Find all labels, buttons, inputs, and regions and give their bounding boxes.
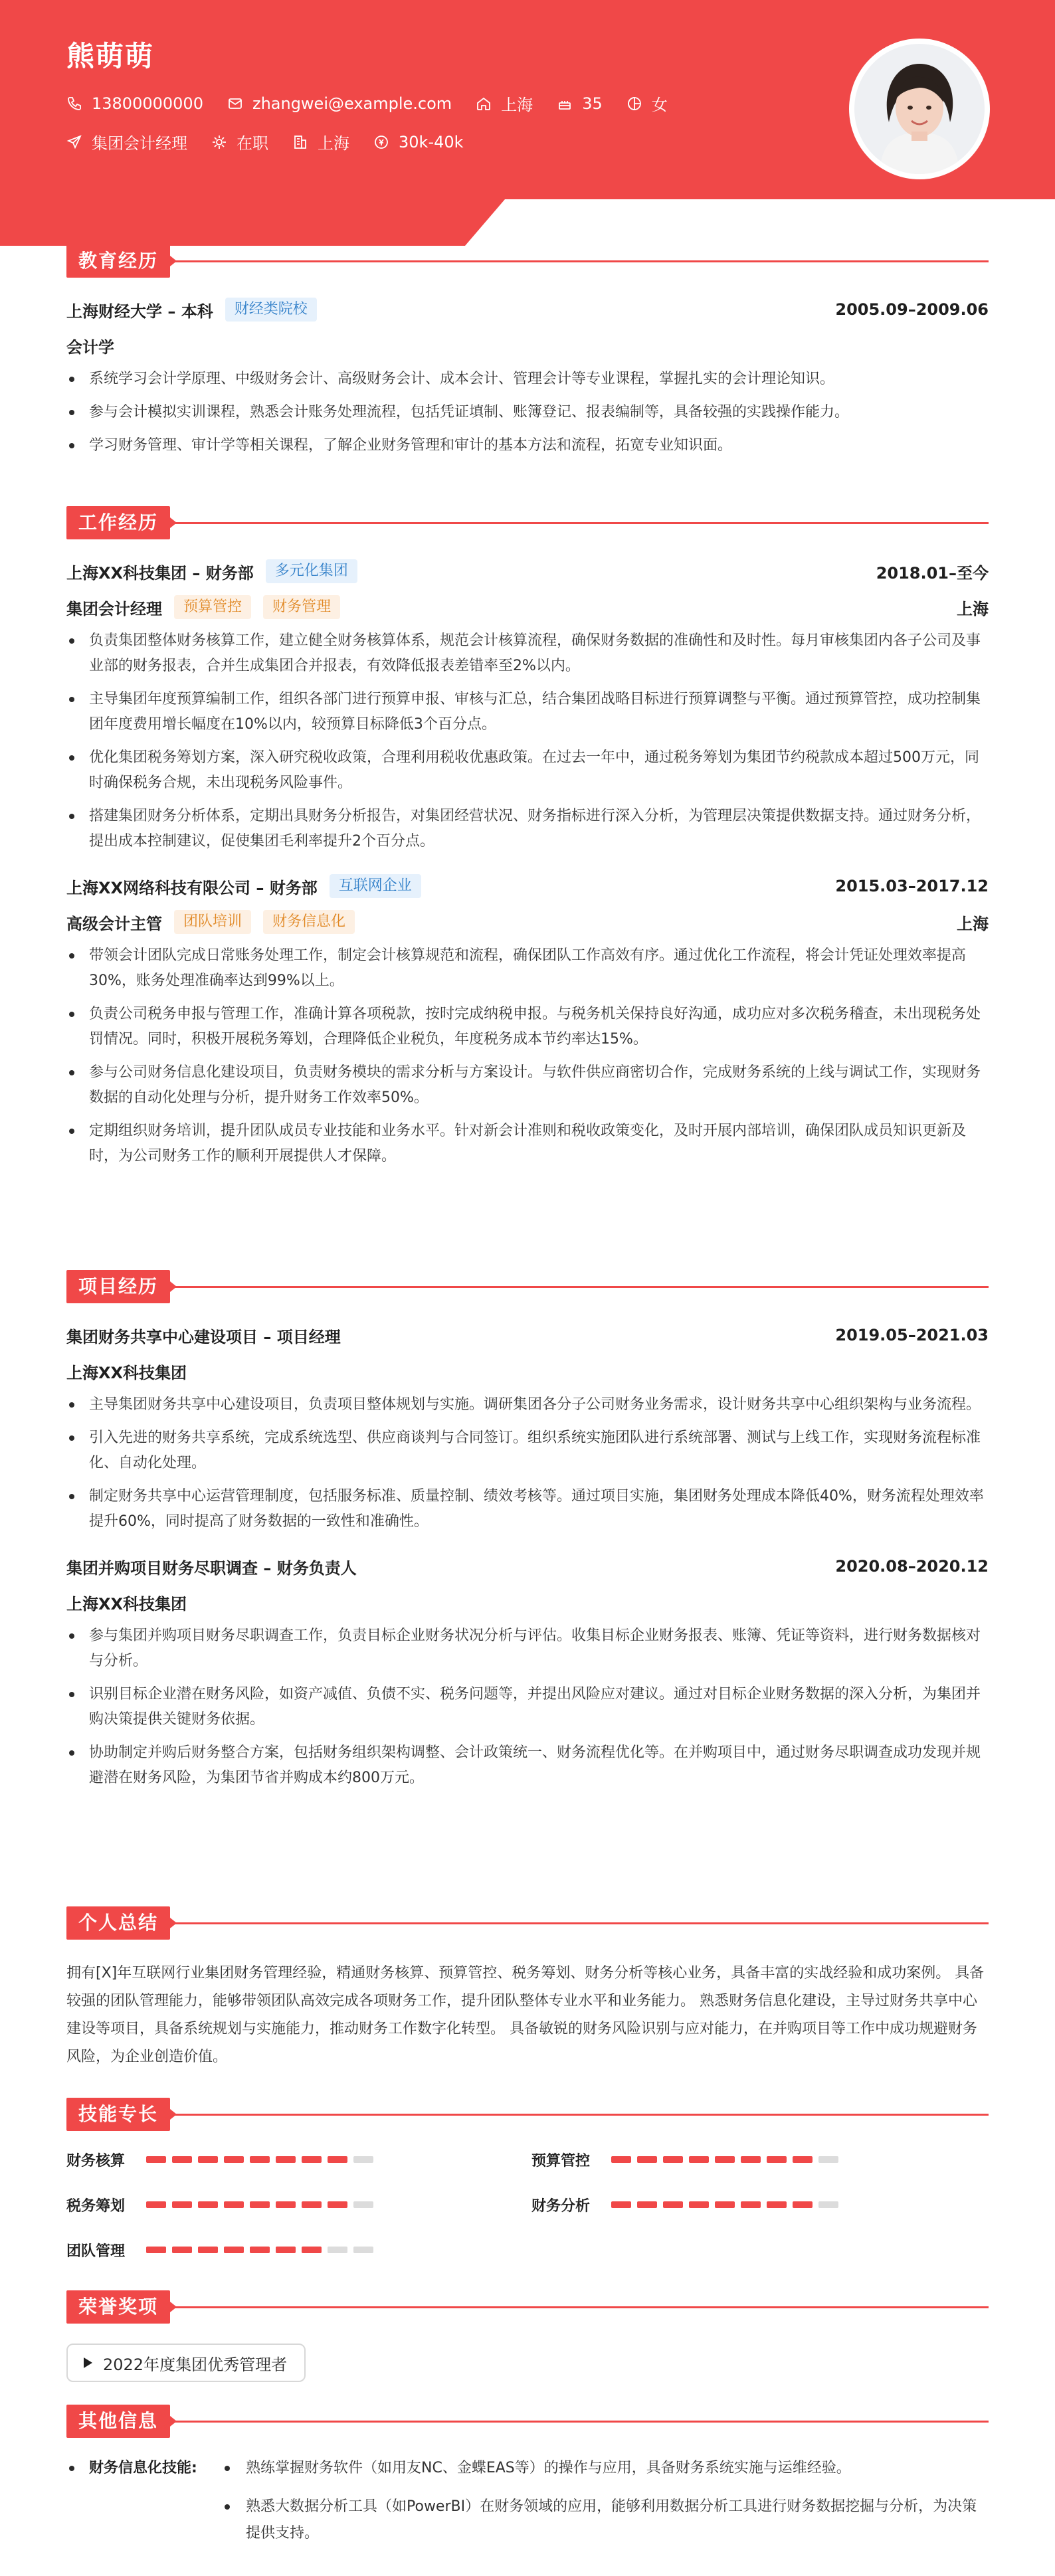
other-label: 财务信息化技能: [66, 2455, 219, 2559]
skill-item [531, 2148, 989, 2171]
other-info [66, 2455, 989, 2559]
candidate-name: 熊萌萌 [66, 40, 155, 72]
phone-icon [66, 96, 82, 112]
building-icon [292, 134, 308, 150]
gender-item [626, 92, 668, 115]
project-heading-row [66, 1554, 989, 1578]
city-text: 上海 [501, 96, 533, 114]
salary-text: 30k-40k [399, 132, 464, 151]
skill-segment-filled [302, 2156, 322, 2163]
list-item: 参与会计模拟实训课程，熟悉会计账务处理流程，包括凭证填制、账簿登记、报表编制等，具备较强的实践操作能力。 [66, 400, 989, 425]
contact-row [66, 92, 692, 115]
major-row [66, 333, 989, 357]
skill-segment-filled [172, 2156, 192, 2163]
salary-icon [373, 134, 389, 150]
company-tag: 互联网企业 [330, 874, 421, 898]
role-tag: 财务管理 [263, 595, 340, 619]
role-name: 高级会计主管 [66, 914, 162, 933]
list-item: 搭建集团财务分析体系，定期出具财务分析报告，对集团经营状况、财务指标进行深入分析，为管理层决策提供数据支持。通过财务分析，提出成本控制建议，促使集团毛利率提升2个百分点。 [66, 804, 989, 854]
project-name: 集团并购项目财务尽职调查 – 财务负责人 [66, 1558, 357, 1578]
skill-segment-filled [198, 2201, 218, 2208]
award-item [66, 2344, 306, 2382]
summary-section [66, 1906, 989, 2071]
section-header [66, 2405, 989, 2438]
award-text: 2022年度集团优秀管理者 [103, 2355, 288, 2374]
skill-segment-filled [715, 2201, 735, 2208]
skill-segment-filled [637, 2156, 657, 2163]
skill-segment-filled [741, 2156, 761, 2163]
status-icon [211, 134, 227, 150]
intention-row [66, 130, 488, 153]
avatar [849, 39, 990, 179]
skill-name: 团队管理 [66, 2243, 126, 2260]
job-heading-row [66, 874, 989, 898]
job-date: 2018.01–至今 [876, 563, 989, 583]
project-org: 上海XX科技集团 [66, 1363, 187, 1382]
project-org-row [66, 1359, 989, 1383]
salary-item [373, 133, 464, 151]
list-item: 系统学习会计学原理、中级财务会计、高级财务会计、成本会计、管理会计等专业课程，掌握扎实的会计理论知识。 [66, 367, 989, 392]
mail-icon [227, 96, 243, 112]
skill-segment-filled [198, 2156, 218, 2163]
play-icon [84, 2357, 92, 2368]
list-item: 参与公司财务信息化建设项目，负责财务模块的需求分析与方案设计。与软件供应商密切合作，完成财务系统的上线与调试工作，实现财务数据的自动化处理与分析，提升财务工作效率50%。 [66, 1060, 989, 1111]
role-tag: 预算管控 [174, 595, 251, 619]
skill-segment-empty [353, 2156, 373, 2163]
project-bullets [66, 1623, 989, 1791]
skill-segment-filled [689, 2201, 709, 2208]
skill-level-bar [611, 2201, 844, 2208]
project-entry [66, 1554, 989, 1791]
education-bullets [66, 367, 989, 458]
job-heading-row [66, 559, 989, 583]
list-item: 熟练掌握财务软件（如用友NC、金蝶EAS等）的操作与应用，具备财务系统实施与运维经验。 [219, 2455, 989, 2482]
skill-segment-filled [146, 2156, 166, 2163]
age-item [557, 94, 603, 113]
job-bullets [66, 628, 989, 854]
job-bullets [66, 943, 989, 1169]
skill-level-bar [146, 2247, 379, 2253]
skill-segment-filled [146, 2201, 166, 2208]
section-header [66, 2290, 989, 2324]
gender-icon [626, 96, 642, 112]
skill-segment-filled [328, 2201, 347, 2208]
education-section [66, 244, 989, 466]
section-divider [166, 1922, 989, 1924]
skill-segment-filled [172, 2247, 192, 2253]
section-divider [166, 1286, 989, 1288]
skill-segment-filled [741, 2201, 761, 2208]
section-divider [166, 260, 989, 262]
skill-segment-filled [611, 2201, 631, 2208]
skill-segment-filled [793, 2156, 813, 2163]
section-title: 教育经历 [66, 244, 170, 278]
major-name: 会计学 [66, 337, 114, 357]
skill-level-bar [611, 2156, 844, 2163]
resume-header [0, 0, 1055, 246]
phone-item [66, 94, 203, 113]
skill-segment-filled [146, 2247, 166, 2253]
project-bullets [66, 1392, 989, 1534]
skill-segment-empty [818, 2201, 838, 2208]
skill-segment-empty [818, 2156, 838, 2163]
email-item [227, 94, 452, 113]
projects-section [66, 1270, 989, 1799]
role-tag: 财务信息化 [263, 910, 355, 934]
skill-segment-filled [276, 2247, 296, 2253]
skill-segment-empty [353, 2247, 373, 2253]
skill-segment-filled [767, 2201, 787, 2208]
list-item: 识别目标企业潜在财务风险，如资产减值、负债不实、税务问题等，并提出风险应对建议。通过对目标企业财务数据的深入分析，为集团并购决策提供关键财务依据。 [66, 1682, 989, 1732]
skill-segment-filled [224, 2156, 244, 2163]
project-org-row [66, 1590, 989, 1614]
section-title: 技能专长 [66, 2098, 170, 2131]
role-row [66, 910, 989, 934]
skill-segment-filled [715, 2156, 735, 2163]
section-header [66, 1906, 989, 1940]
list-item: 主导集团年度预算编制工作，组织各部门进行预算申报、审核与汇总，结合集团战略目标进行预算调整与平衡。通过预算管控，成功控制集团年度费用增长幅度在10%以内，较预算目标降低3个百分点。 [66, 687, 989, 737]
other-section [66, 2405, 989, 2559]
project-name: 集团财务共享中心建设项目 – 项目经理 [66, 1327, 341, 1346]
school-tag: 财经类院校 [225, 298, 317, 322]
skill-name: 财务核算 [66, 2152, 126, 2169]
section-header [66, 1270, 989, 1303]
project-entry [66, 1323, 989, 1534]
list-item: 引入先进的财务共享系统，完成系统选型、供应商谈判与合同签订。组织系统实施团队进行系统部署、测试与上线工作，实现财务流程标准化、自动化处理。 [66, 1426, 989, 1476]
skill-segment-filled [172, 2201, 192, 2208]
section-header [66, 244, 989, 278]
skill-segment-filled [224, 2201, 244, 2208]
skill-segment-filled [637, 2201, 657, 2208]
skills-grid [66, 2148, 989, 2261]
skill-segment-filled [250, 2247, 270, 2253]
email-text: zhangwei@example.com [252, 94, 452, 113]
city-item [476, 92, 533, 115]
list-item: 优化集团税务筹划方案，深入研究税收政策，合理利用税收优惠政策。在过去一年中，通过税务筹划为集团节约税款成本超过500万元，同时确保税务合规，未出现税务风险事件。 [66, 745, 989, 796]
list-item: 负责集团整体财务核算工作，建立健全财务核算体系，规范会计核算流程，确保财务数据的准确性和及时性。每月审核集团内各子公司及事业部的财务报表，合并生成集团合并报表，有效降低报表差错率至2%以内。 [66, 628, 989, 679]
skill-segment-filled [663, 2201, 683, 2208]
job-location: 上海 [957, 599, 989, 618]
skill-item [66, 2148, 531, 2171]
skill-segment-filled [276, 2156, 296, 2163]
skill-item [531, 2193, 989, 2216]
role-tag: 团队培训 [174, 910, 251, 934]
project-date: 2019.05–2021.03 [835, 1326, 989, 1344]
school-name: 上海财经大学 – 本科 [66, 302, 213, 321]
list-item: 协助制定并购后财务整合方案，包括财务组织架构调整、会计政策统一、财务流程优化等。在并购项目中，通过财务尽职调查成功发现并规避潜在财务风险，为集团节省并购成本约800万元。 [66, 1740, 989, 1791]
awards-section [66, 2290, 989, 2382]
skill-segment-filled [250, 2201, 270, 2208]
section-header [66, 506, 989, 539]
skill-name: 财务分析 [531, 2197, 591, 2215]
education-heading-row [66, 298, 989, 322]
skill-segment-filled [611, 2156, 631, 2163]
target-role-text: 集团会计经理 [92, 134, 187, 153]
role-row [66, 595, 989, 619]
target-city-text: 上海 [318, 134, 349, 153]
skill-segment-filled [767, 2156, 787, 2163]
section-title: 项目经历 [66, 1270, 170, 1303]
age-icon [557, 96, 573, 112]
status-text: 在职 [237, 134, 268, 153]
list-item: 主导集团财务共享中心建设项目，负责项目整体规划与实施。调研集团各分子公司财务业务需求，设计财务共享中心组织架构与业务流程。 [66, 1392, 989, 1418]
job-location: 上海 [957, 914, 989, 933]
section-title: 荣誉奖项 [66, 2290, 170, 2324]
list-item: 负责公司税务申报与管理工作，准确计算各项税款，按时完成纳税申报。与税务机关保持良好沟通，成功应对多次税务稽查，未出现税务处罚情况。同时，积极开展税务筹划，合理降低企业税负，年度税务成本节约率达15%。 [66, 1002, 989, 1052]
skill-segment-filled [302, 2201, 322, 2208]
section-divider [166, 2114, 989, 2116]
skill-level-bar [146, 2156, 379, 2163]
project-date: 2020.08–2020.12 [835, 1557, 989, 1576]
section-title: 其他信息 [66, 2405, 170, 2438]
job-date: 2015.03–2017.12 [835, 877, 989, 895]
target-city-item [292, 130, 349, 153]
skill-name: 税务筹划 [66, 2197, 126, 2215]
list-item: 熟悉大数据分析工具（如PowerBI）在财务领域的应用，能够利用数据分析工具进行财务数据挖掘与分析，为决策提供支持。 [219, 2494, 989, 2547]
skill-segment-empty [353, 2201, 373, 2208]
send-icon [66, 134, 82, 150]
list-item: 制定财务共享中心运营管理制度，包括服务标准、质量控制、绩效考核等。通过项目实施，集团财务处理成本降低40%，财务流程处理效率提升60%，同时提高了财务数据的一致性和准确性。 [66, 1484, 989, 1534]
summary-text: 拥有[X]年互联网行业集团财务管理经验，精通财务核算、预算管控、税务筹划、财务分析等核心业务，具备丰富的实战经验和成功案例。 具备较强的团队管理能力，能够带领团队高效完成各项财务工作，提升团队整体专业水平和业务能力。 熟悉财务信息化建设，主导过财务共享中心建设等项目，具备系统规划与实施能力，推动财务工作数字化转型。 具备敏锐的财务风险识别与应对能力，在并购项目等工作中成功规避财务风险，为企业创造价值。 [66, 1965, 985, 2065]
skill-segment-filled [328, 2156, 347, 2163]
skill-segment-filled [250, 2156, 270, 2163]
skill-segment-filled [663, 2156, 683, 2163]
list-item: 定期组织财务培训，提升团队成员专业技能和业务水平。针对新会计准则和税收政策变化，及时开展内部培训，确保团队成员知识更新及时，为公司财务工作的顺利开展提供人才保障。 [66, 1119, 989, 1169]
list-item: 带领会计团队完成日常账务处理工作，制定会计核算规范和流程，确保团队工作高效有序。通过优化工作流程，将会计凭证处理效率提高30%，账务处理准确率达到99%以上。 [66, 943, 989, 994]
role-name: 集团会计经理 [66, 599, 162, 618]
company-name: 上海XX网络科技有限公司 – 财务部 [66, 878, 318, 897]
skill-segment-filled [198, 2247, 218, 2253]
section-header [66, 2098, 989, 2131]
section-divider [166, 2421, 989, 2423]
skill-segment-filled [276, 2201, 296, 2208]
skill-segment-filled [793, 2201, 813, 2208]
skill-segment-filled [689, 2156, 709, 2163]
gender-text: 女 [651, 96, 668, 114]
list-item: 参与集团并购项目财务尽职调查工作，负责目标企业财务状况分析与评估。收集目标企业财务报表、账簿、凭证等资料，进行财务数据核对与分析。 [66, 1623, 989, 1674]
company-name: 上海XX科技集团 – 财务部 [66, 563, 254, 583]
target-role-item [66, 130, 187, 153]
skill-segment-filled [302, 2247, 322, 2253]
other-items [219, 2455, 989, 2559]
skill-name: 预算管控 [531, 2152, 591, 2169]
work-section [66, 506, 989, 1177]
skills-section [66, 2098, 989, 2261]
skill-segment-empty [328, 2247, 347, 2253]
section-divider [166, 522, 989, 524]
project-org: 上海XX科技集团 [66, 1594, 187, 1613]
skill-level-bar [146, 2201, 379, 2208]
job-entry [66, 559, 989, 854]
skill-item [66, 2239, 531, 2261]
status-item [211, 130, 268, 153]
education-date: 2005.09–2009.06 [835, 300, 989, 319]
job-entry [66, 874, 989, 1169]
list-item: 学习财务管理、审计学等相关课程，了解企业财务管理和审计的基本方法和流程，拓宽专业知识面。 [66, 433, 989, 458]
phone-text: 13800000000 [92, 94, 203, 113]
home-icon [476, 96, 492, 112]
project-heading-row [66, 1323, 989, 1347]
company-tag: 多元化集团 [266, 559, 357, 583]
skill-segment-filled [224, 2247, 244, 2253]
avatar-photo [854, 44, 985, 174]
education-entry [66, 298, 989, 458]
skill-item [66, 2193, 531, 2216]
section-divider [166, 2306, 989, 2308]
section-title: 工作经历 [66, 506, 170, 539]
age-text: 35 [582, 94, 603, 113]
section-title: 个人总结 [66, 1906, 170, 1940]
